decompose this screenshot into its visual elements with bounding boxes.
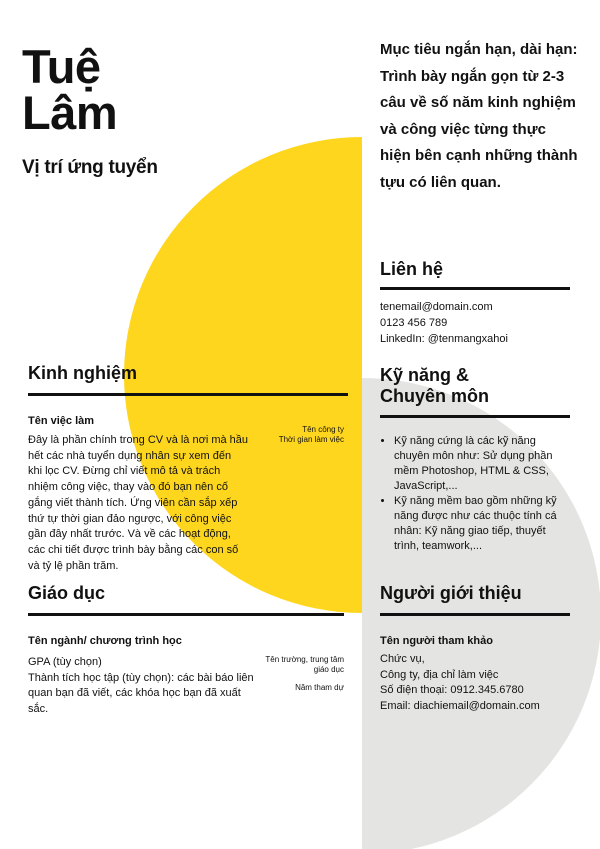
attendance-year: Năm tham dự (295, 683, 344, 692)
experience-divider (28, 393, 348, 396)
objective-text: Mục tiêu ngắn hạn, dài hạn: Trình bày ngắn gọn từ 2-3 câu về số năm kinh nghiệm và công việc từng thực hiện bên cạnh những thành tựu có liên quan. (380, 41, 578, 191)
name-line-1: Tuệ (22, 40, 101, 93)
skills-list (380, 434, 560, 554)
contact-divider (380, 287, 570, 290)
contact-linkedin: LinkedIn: @tenmangxahoi (380, 333, 508, 345)
name-line-2: Lâm (22, 86, 118, 139)
program-name: Tên ngành/ chương trình học (28, 635, 182, 647)
references-title: Người giới thiệu (380, 583, 522, 603)
education-details (28, 655, 258, 718)
job-meta (260, 425, 344, 445)
school-name: Tên trường, trung tâm giáo dục (265, 655, 344, 674)
gpa: GPA (tùy chọn) (28, 656, 102, 668)
skills-title (380, 365, 489, 407)
reference-email: Email: diachiemail@domain.com (380, 700, 540, 713)
reference-name: Tên người tham khảo (380, 635, 493, 647)
reference-role: Chức vụ, (380, 653, 425, 665)
candidate-name (22, 40, 118, 139)
contact-details (380, 299, 508, 347)
experience-title: Kinh nghiệm (28, 363, 137, 383)
skills-divider (380, 415, 570, 418)
skill-item: • Kỹ năng mềm bao gồm những kỹ năng được như các thuộc tính cá nhân: Kỹ năng giao tiếp, thuyết trình, teamwork,... (394, 494, 560, 554)
contact-email: tenemail@domain.com (380, 301, 493, 313)
skill-item: • Kỹ năng cứng là các kỹ năng chuyên môn như: Sử dụng phần mềm Photoshop, HTML & CSS, JavaScript,... (394, 434, 560, 494)
job-description: Đây là phần chính trong CV và là nơi mà hầu hết các nhà tuyển dụng nhân sự xem đến khi lọc CV. Đừng chỉ viết mô tả và trách nhiệm công việc, thay vào đó bạn nên cố gắng viết thành tích. Ứng viên cần sắp xếp thứ tự thời gian đảo ngược, với công việc gần đây nhất trước. Và về các hoạt động, các chi tiết được trình bày bằng các con số và tỷ lệ phần trăm. (28, 434, 249, 572)
reference-company: Công ty, địa chỉ làm việc (380, 668, 499, 681)
skills-title-line-1: Kỹ năng & (380, 365, 470, 385)
education-divider (28, 613, 344, 616)
education-title: Giáo dục (28, 583, 106, 603)
position-title: Vị trí ứng tuyển (22, 157, 158, 178)
skills-list-wrap (380, 434, 560, 554)
company-name: Tên công ty (302, 425, 344, 434)
academic-achievements: Thành tích học tập (tùy chọn): các bài báo liên quan bạn đã viết, các khóa học bạn đã xuất sắc. (28, 671, 254, 716)
job-title: Tên việc làm (28, 415, 95, 427)
skills-title-line-2: Chuyên môn (380, 386, 490, 406)
references-divider (380, 613, 570, 616)
reference-details (380, 652, 540, 715)
reference-phone: Số điện thoại: 0912.345.6780 (380, 684, 524, 697)
work-period: Thời gian làm việc (278, 435, 344, 444)
contact-title: Liên hệ (380, 259, 444, 279)
contact-phone: 0123 456 789 (380, 317, 448, 329)
